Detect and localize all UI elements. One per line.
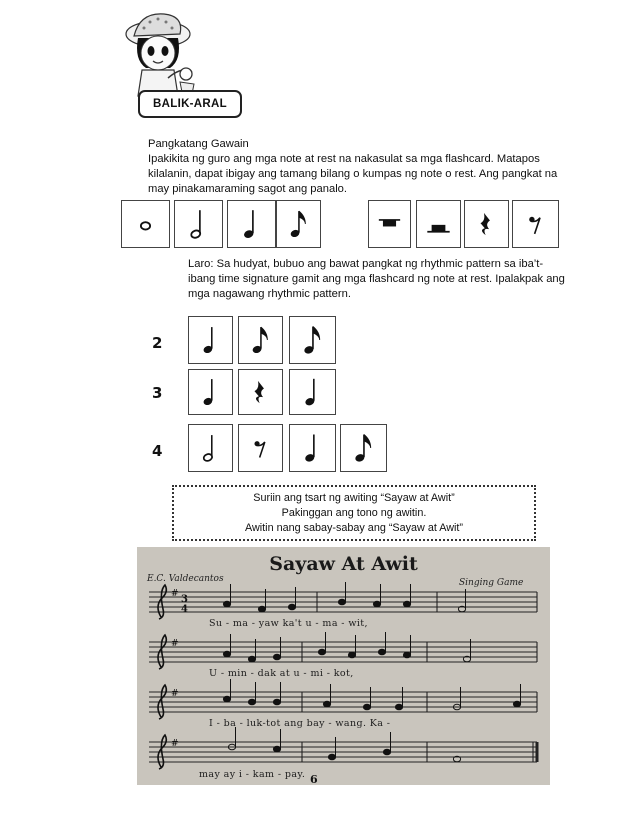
eighth-rest-icon: [513, 201, 558, 247]
lyric-line-3: I - ba - luk-tot ang bay - wang. Ka -: [209, 718, 391, 729]
half-rest-icon: [417, 201, 460, 247]
flashcard-whole-rest[interactable]: [368, 200, 411, 248]
eighth-note-icon: [277, 201, 320, 247]
flashcard-eighth-rest[interactable]: [512, 200, 559, 248]
instruction-line-2: Pakinggan ang tono ng awitin.: [281, 507, 427, 519]
eighth-rest-icon: [239, 425, 282, 471]
svg-text:#: #: [171, 589, 179, 599]
quarter-rest-icon: [465, 201, 508, 247]
lyric-line-1: Su - ma - yaw ka't u - ma - wit,: [209, 618, 368, 629]
song-composer: E.C. Valdecantos: [147, 574, 224, 584]
student-mascot-illustration: [120, 8, 220, 103]
pattern3-card-1[interactable]: [188, 369, 233, 415]
song-title: Sayaw At Awit: [269, 553, 418, 575]
pattern2-card-1[interactable]: [188, 316, 233, 364]
row-label-3: 3: [152, 384, 163, 402]
quarter-rest-icon: [239, 370, 282, 414]
quarter-note-icon: [290, 425, 335, 471]
quarter-note-icon: [290, 370, 335, 414]
eighth-note-icon: [341, 425, 386, 471]
lyric-line-4: may ay i - kam - pay.: [199, 769, 306, 780]
song-genre: Singing Game: [459, 578, 524, 588]
song-sheet-music: [137, 547, 550, 785]
flashcard-half-note[interactable]: [174, 200, 223, 248]
lyric-line-2: U - min - dak at u - mi - kot,: [209, 668, 354, 679]
pattern3-card-3[interactable]: [289, 369, 336, 415]
whole-rest-icon: [369, 201, 410, 247]
pattern4-card-1[interactable]: [188, 424, 233, 472]
section2-body: Laro: Sa hudyat, bubuo ang bawat pangkat ng rhythmic pattern sa iba’t-ibang time signature gamit ang mga flashcard ng note at rest. Ipalakpak ang mga nagawang rhythmic pattern.: [188, 258, 565, 300]
flashcard-whole-note[interactable]: [121, 200, 170, 248]
flashcard-quarter-rest[interactable]: [464, 200, 509, 248]
flashcard-quarter-note[interactable]: [227, 200, 276, 248]
quarter-note-icon: [228, 201, 275, 247]
pattern3-card-2[interactable]: [238, 369, 283, 415]
music-staves-icon: [137, 547, 550, 785]
svg-text:#: #: [171, 739, 179, 749]
row-label-4: 4: [152, 442, 163, 460]
pattern4-card-2[interactable]: [238, 424, 283, 472]
page-number: 6: [310, 773, 318, 786]
section1-body: Ipakikita ng guro ang mga note at rest na nakasulat sa mga flashcard. Matapos kilalanin, dapat ibigay ang tamang bilang o kumpas ng note o rest. Ang pangkat na may pinakamaraming sagot ang panalo.: [148, 153, 558, 195]
eighth-note-icon: [290, 317, 335, 363]
flashcard-half-rest[interactable]: [416, 200, 461, 248]
half-note-icon: [175, 201, 222, 247]
svg-text:#: #: [171, 639, 179, 649]
row-label-2: 2: [152, 334, 163, 352]
instruction-box: [172, 485, 536, 541]
pattern2-card-2[interactable]: [238, 316, 283, 364]
flashcard-eighth-note[interactable]: [276, 200, 321, 248]
pattern4-card-4[interactable]: [340, 424, 387, 472]
instruction-line-3: Awitin nang sabay-sabay ang “Sayaw at Awit”: [244, 522, 464, 534]
section1-title: Pangkatang Gawain: [148, 138, 249, 150]
quarter-note-icon: [189, 317, 232, 363]
svg-text:4: 4: [181, 604, 188, 615]
pattern4-card-3[interactable]: [289, 424, 336, 472]
pattern2-card-3[interactable]: [289, 316, 336, 364]
quarter-note-icon: [189, 370, 232, 414]
svg-text:3: 3: [181, 594, 188, 605]
eighth-note-icon: [239, 317, 282, 363]
balik-aral-badge: BALIK-ARAL: [138, 90, 242, 118]
half-note-icon: [189, 425, 232, 471]
instruction-line-1: Suriin ang tsart ng awiting “Sayaw at Awit”: [253, 492, 455, 504]
whole-note-icon: [122, 201, 169, 247]
svg-text:#: #: [171, 689, 179, 699]
